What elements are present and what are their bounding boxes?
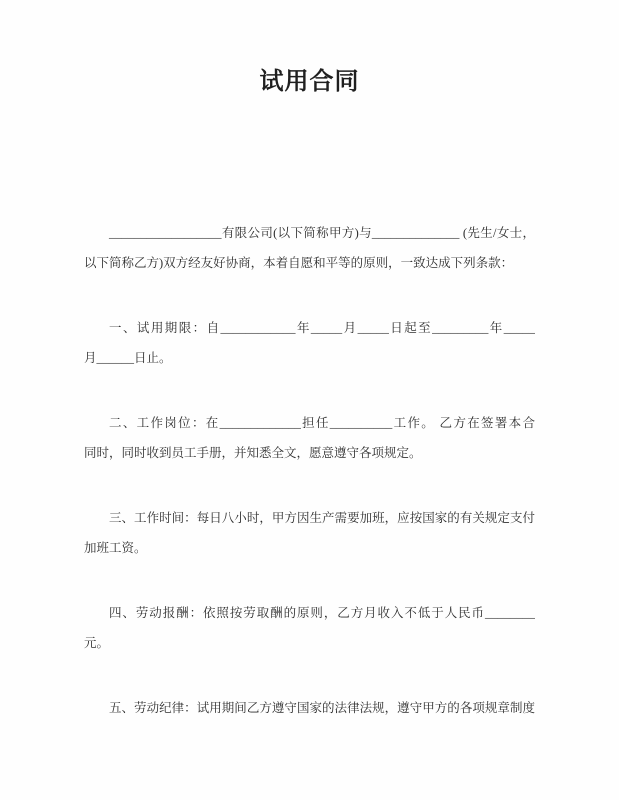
- intro-line-2: 以下简称乙方)双方经友好协商，本着自愿和平等的原则，一致达成下列条款：: [84, 256, 514, 270]
- clause-3-line-2: 加班工资。: [84, 541, 147, 555]
- clause-1-line-2: 月______日止。: [84, 351, 172, 365]
- document-title: 试用合同: [259, 69, 360, 95]
- clause-2-line-2: 同时，同时收到员工手册，并知悉全文，愿意遵守各项规定。: [84, 446, 422, 460]
- clause-1-line-1: 一、试用期限：自____________年_____月_____日起至_________年_____: [109, 321, 535, 335]
- clause-4-line-2: 元。: [84, 636, 110, 650]
- clause-1-trial-period: [84, 313, 535, 373]
- clause-2-job-position: [84, 408, 535, 468]
- clause-4-line-1: 四、劳动报酬：依照按劳取酬的原则，乙方月收入不低于人民币________: [109, 606, 535, 620]
- clause-4-remuneration: [84, 598, 535, 658]
- clause-5-line-1: 五、劳动纪律：试用期间乙方遵守国家的法律法规，遵守甲方的各项规章制度: [109, 701, 535, 715]
- clause-3-working-hours: [84, 503, 535, 563]
- intro-line-1: __________________有限公司(以下简称甲方)与______________ (先生/女士，: [109, 226, 535, 240]
- clause-5-labor-discipline: [84, 693, 535, 723]
- clause-2-line-1: 二、工作岗位：在_____________担任__________工作。 乙方在签署本合: [109, 416, 535, 430]
- clause-3-line-1: 三、工作时间：每日八小时，甲方因生产需要加班，应按国家的有关规定支付: [109, 511, 535, 525]
- intro-paragraph: [84, 218, 535, 278]
